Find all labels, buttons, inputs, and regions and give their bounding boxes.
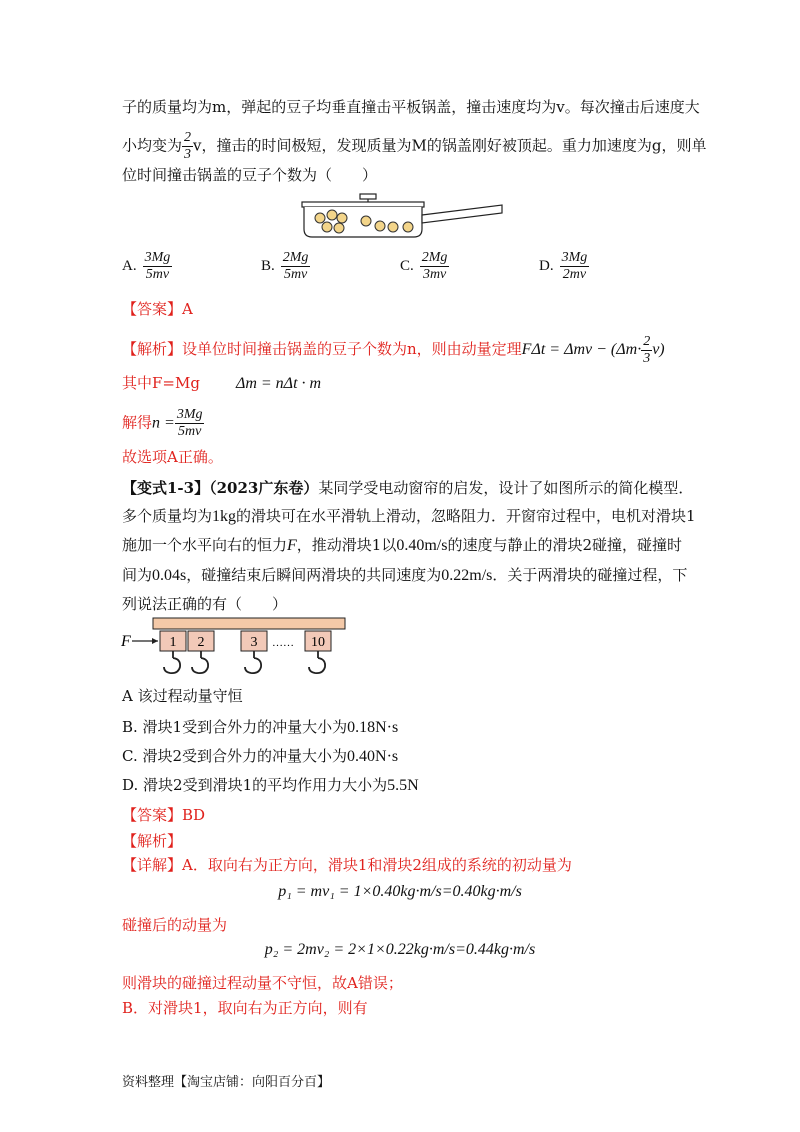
bean bbox=[315, 213, 325, 223]
q2-equation-2: p₂ = 2mv₂ = 2×1×0.22kg·m/s=0.44kg·m/s bbox=[264, 941, 536, 958]
q1-analysis-equation bbox=[521, 334, 665, 366]
q2-header: 【变式1-3】（2023广东卷） bbox=[122, 479, 319, 497]
q1-analysis-text: 【解析】设单位时间撞击锅盖的豆子个数为n，则由动量定理 bbox=[122, 340, 522, 359]
q1-line1: 子的质量均为m，弹起的豆子均垂直撞击平板锅盖，撞击速度均为v。每次撞击后速度大 bbox=[122, 98, 700, 116]
block-3-label: 3 bbox=[250, 635, 258, 650]
bean bbox=[375, 221, 385, 231]
q2-line2 bbox=[122, 506, 696, 527]
rail bbox=[153, 618, 345, 629]
pan-figure bbox=[296, 193, 508, 241]
frac-num: 2 bbox=[643, 334, 651, 349]
hook-icon bbox=[192, 651, 208, 673]
option-text: C. 滑块2受到合外力的冲量大小为 bbox=[122, 747, 348, 765]
q1-solve bbox=[122, 407, 204, 440]
q1-line2-fraction bbox=[182, 130, 193, 163]
option-value: 0.18N·s bbox=[347, 719, 399, 736]
text: 的速度与静止的滑块2碰撞，碰撞时 bbox=[447, 536, 683, 554]
frac-den: 2mv bbox=[562, 267, 587, 282]
force-arrowhead bbox=[152, 638, 158, 644]
option-c[interactable] bbox=[400, 250, 449, 283]
option-text: A 该过程动量守恒 bbox=[122, 687, 243, 705]
value: 0.22m/s bbox=[441, 567, 493, 584]
q2-line5: 列说法正确的有（ ） bbox=[122, 595, 288, 613]
hook-icon bbox=[245, 651, 261, 673]
q2-equation-1: p₁ = mv₁ = 1×0.40kg·m/s=0.40kg·m/s bbox=[278, 883, 522, 900]
bean bbox=[334, 223, 344, 233]
pan-lid bbox=[302, 202, 424, 207]
bean bbox=[388, 222, 398, 232]
q2-option-c[interactable] bbox=[122, 746, 398, 767]
q2-conclusion-a: 则滑块的碰撞过程动量不守恒，故A错误； bbox=[122, 974, 403, 992]
text: 施加一个水平向右的恒力 bbox=[122, 536, 288, 554]
footer-note: 资料整理【淘宝店铺：向阳百分百】 bbox=[122, 1075, 331, 1090]
q2-line3 bbox=[122, 535, 682, 556]
frac-den: 5mv bbox=[283, 267, 308, 282]
frac-den: 5mv bbox=[177, 424, 202, 439]
solve-fraction bbox=[175, 407, 205, 440]
option-text: D. 滑块2受到滑块1的平均作用力大小为 bbox=[122, 776, 388, 794]
q2-answer: 【答案】BD bbox=[122, 806, 206, 824]
text: ，碰撞结束后瞬间两滑块的共同速度为 bbox=[186, 566, 442, 584]
bean bbox=[361, 216, 371, 226]
option-label: C. bbox=[400, 258, 414, 274]
q1-conclusion: 故选项A正确。 bbox=[122, 448, 223, 466]
option-value: 5.5N bbox=[387, 777, 419, 794]
option-fraction bbox=[143, 250, 173, 283]
option-d[interactable] bbox=[539, 250, 589, 283]
where-label: 其中F=Mg bbox=[122, 374, 200, 392]
option-fraction bbox=[420, 250, 450, 283]
q1-answer: 【答案】A bbox=[122, 300, 193, 318]
q2-line4 bbox=[122, 565, 687, 586]
pan-handle bbox=[422, 205, 502, 223]
q1-line2 bbox=[122, 130, 706, 163]
frac-num: 3Mg bbox=[561, 250, 588, 265]
frac-den: 3 bbox=[643, 351, 651, 366]
q1-line3: 位时间撞击锅盖的豆子个数为（ ） bbox=[122, 166, 378, 184]
option-b[interactable] bbox=[261, 250, 310, 283]
q1-line2-start: 小均变为 bbox=[122, 136, 183, 155]
option-label: B. bbox=[261, 258, 275, 274]
block-10-label: 10 bbox=[311, 635, 325, 650]
force-symbol: F bbox=[287, 537, 297, 554]
frac-num: 2Mg bbox=[421, 250, 448, 265]
q2-detail: 【详解】A．取向右为正方向，滑块1和滑块2组成的系统的初动量为 bbox=[122, 856, 572, 874]
solve-label: 解得 bbox=[122, 413, 153, 432]
text: 间为 bbox=[122, 566, 153, 584]
value: 0.04s bbox=[152, 567, 187, 584]
block-2-label: 2 bbox=[197, 635, 205, 650]
q1-line2-end: v，撞击的时间极短，发现质量为M的锅盖刚好被顶起。重力加速度为g，则单 bbox=[193, 136, 707, 155]
option-fraction bbox=[560, 250, 590, 283]
value: 0.40m/s bbox=[396, 537, 448, 554]
force-label: F bbox=[121, 633, 131, 650]
frac-den: 3 bbox=[184, 147, 192, 162]
q2-after-label: 碰撞后的动量为 bbox=[122, 916, 228, 934]
q1-analysis bbox=[122, 334, 665, 367]
q2-option-d[interactable] bbox=[122, 775, 419, 796]
lid-knob bbox=[360, 194, 376, 199]
option-fraction bbox=[281, 250, 311, 283]
q2-b-start: B．对滑块1，取向右为正方向，则有 bbox=[122, 999, 368, 1017]
q2-option-b[interactable] bbox=[122, 717, 398, 738]
block-1-label: 1 bbox=[169, 635, 177, 650]
bean bbox=[337, 213, 347, 223]
bean bbox=[403, 222, 413, 232]
frac-den: 3mv bbox=[422, 267, 447, 282]
value: 1kg bbox=[212, 508, 237, 525]
eq-tail: v) bbox=[652, 341, 665, 359]
q2-line1 bbox=[122, 478, 693, 498]
frac-num: 3Mg bbox=[144, 250, 171, 265]
bean bbox=[322, 222, 332, 232]
text: 多个质量均为 bbox=[122, 507, 213, 525]
eq-fraction bbox=[641, 334, 652, 367]
option-text: B. 滑块1受到合外力的冲量大小为 bbox=[122, 718, 348, 736]
eq-part: FΔt = Δmv − (Δm· bbox=[521, 341, 642, 359]
text: 的滑块可在水平滑轨上滑动，忽略阻力．开窗帘过程中，电机对滑块1 bbox=[236, 507, 696, 525]
frac-num: 2Mg bbox=[282, 250, 309, 265]
bean bbox=[327, 210, 337, 220]
frac-num: 2 bbox=[184, 130, 192, 145]
text: ．关于两滑块的碰撞过程，下 bbox=[492, 566, 688, 584]
hook-icon bbox=[309, 651, 325, 673]
q1-where bbox=[122, 373, 321, 394]
q2-analysis: 【解析】 bbox=[122, 832, 183, 850]
where-equation: Δm = nΔt · m bbox=[235, 375, 322, 392]
rail-figure bbox=[120, 617, 350, 677]
text: ，推动滑块1以 bbox=[296, 536, 397, 554]
frac-num: 3Mg bbox=[176, 407, 203, 422]
q2-option-a[interactable] bbox=[122, 686, 243, 706]
option-a[interactable] bbox=[122, 250, 172, 283]
hook-icon bbox=[164, 651, 180, 673]
option-value: 0.40N·s bbox=[347, 748, 399, 765]
frac-den: 5mv bbox=[145, 267, 170, 282]
option-label: A. bbox=[122, 258, 137, 274]
block-ellipsis: …… bbox=[272, 637, 294, 649]
solve-lhs: n = bbox=[152, 414, 175, 432]
option-label: D. bbox=[539, 258, 554, 274]
q2-line1-text: 某同学受电动窗帘的启发，设计了如图所示的简化模型． bbox=[318, 479, 694, 497]
